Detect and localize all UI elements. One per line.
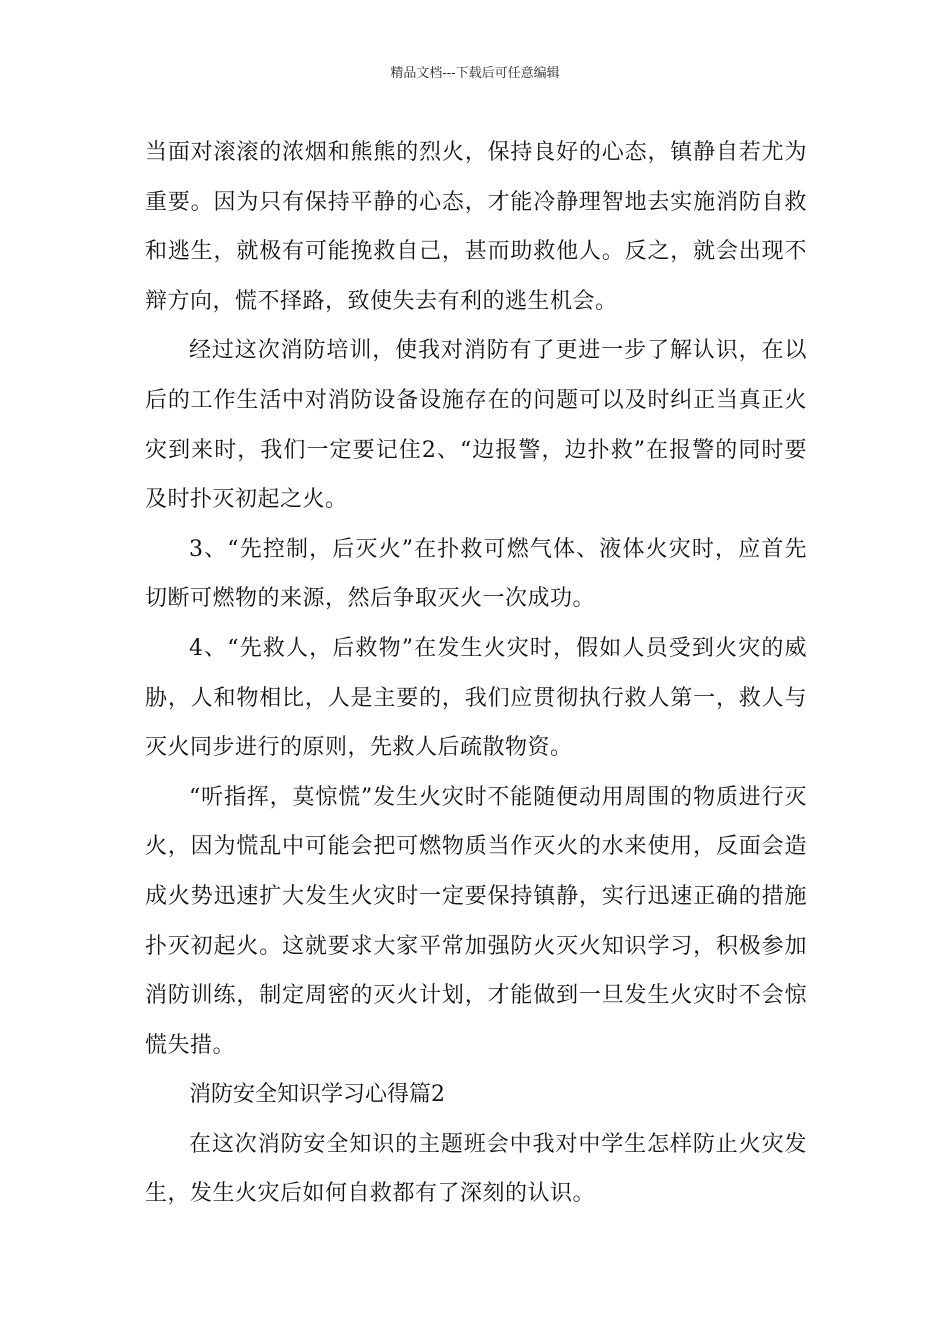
paragraph-1: 当面对滚滚的浓烟和熊熊的烈火，保持良好的心态，镇静自若尤为重要。因为只有保持平静的心态，才能冷静理智地去实施消防自救和逃生，就极有可能挽救自己，甚而助救他人。反之，就会出现不辩方向，慌不择路，致使失去有利的逃生机会。 bbox=[145, 140, 807, 314]
paragraph-5: “听指挥，莫惊慌”发生火灾时不能随便动用周围的物质进行灭火，因为慌乱中可能会把可燃物质当作灭火的水来使用，反面会造成火势迅速扩大发生火灾时一定要保持镇静，实行迅速正确的措施扑灭初起火。这就要求大家平常加强防火灭火知识学习，积极参加消防训练，制定周密的灭火计划，才能做到一旦发生火灾时不会惊慌失措。 bbox=[145, 784, 807, 1058]
paragraph-2: 经过这次消防培训，使我对消防有了更进一步了解认识，在以后的工作生活中对消防设备设施存在的问题可以及时纠正当真正火灾到来时，我们一定要记住2、“边报警，边扑救”在报警的同时要及时扑灭初起之火。 bbox=[145, 338, 807, 513]
section-heading: 消防安全知识学习心得篇2 bbox=[189, 1082, 445, 1108]
page-header: 精品文档---下载后可任意编辑 bbox=[390, 66, 560, 81]
document-body bbox=[145, 128, 807, 1219]
paragraph-4: 4、“先救人，后救物”在发生火灾时，假如人员受到火灾的威胁，人和物相比，人是主要的，我们应贯彻执行救人第一，救人与灭火同步进行的原则，先救人后疏散物资。 bbox=[145, 635, 807, 761]
paragraph-3: 3、“先控制，后灭火”在扑救可燃气体、液体火灾时，应首先切断可燃物的来源，然后争取灭火一次成功。 bbox=[145, 536, 807, 612]
paragraph-6: 在这次消防安全知识的主题班会中我对中学生怎样防止火灾发生，发生火灾后如何自救都有了深刻的认识。 bbox=[145, 1131, 807, 1207]
